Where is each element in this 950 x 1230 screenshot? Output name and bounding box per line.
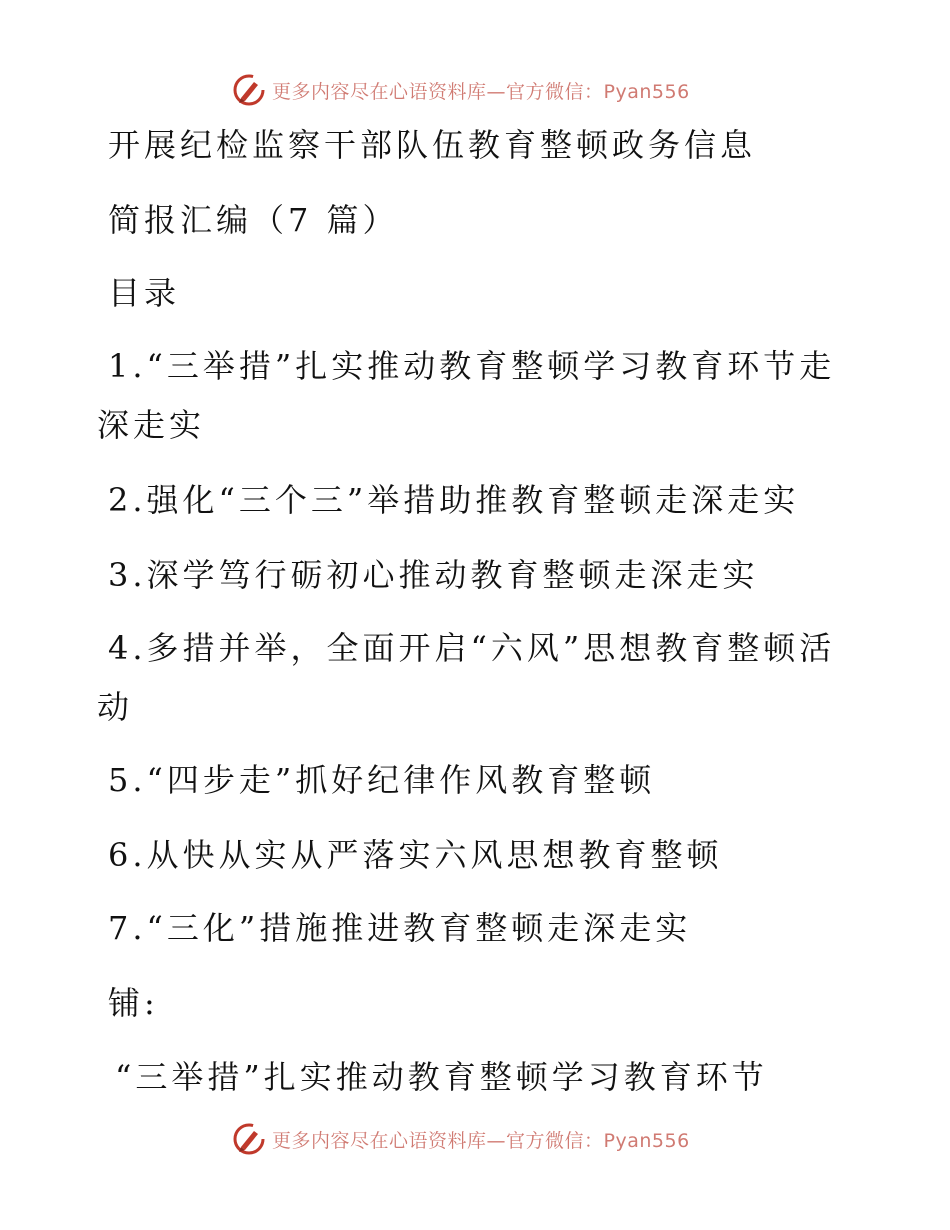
toc-item-6: 6.从快从实从严落实六风思想教育整顿 — [108, 836, 723, 874]
watermark-text: 更多内容尽在心语资料库—官方微信：Pyan556 — [272, 80, 690, 103]
pu-label: 铺: — [108, 984, 159, 1022]
pen-logo-icon — [232, 73, 266, 107]
watermark-header — [232, 72, 690, 108]
section-title: “三举措”扎实推动教育整顿学习教育环节 — [115, 1058, 768, 1096]
watermark-text: 更多内容尽在心语资料库—官方微信：Pyan556 — [272, 1129, 690, 1152]
toc-heading: 目录 — [108, 274, 181, 312]
toc-item-7: 7.“三化”措施推进教育整顿走深走实 — [108, 909, 692, 947]
watermark-footer — [232, 1121, 690, 1157]
toc-item-2: 2.强化“三个三”举措助推教育整顿走深走实 — [108, 481, 800, 519]
document-title-line1: 开展纪检监察干部队伍教育整顿政务信息 — [108, 126, 757, 164]
pen-logo-icon — [232, 1122, 266, 1156]
toc-item-4: 4.多措并举，全面开启“六风”思想教育整顿活 — [108, 629, 836, 667]
toc-item-5: 5.“四步走”抓好纪律作风教育整顿 — [108, 761, 656, 799]
document-title-line2: 简报汇编（7 篇） — [108, 201, 399, 239]
toc-item-3: 3.深学笃行砺初心推动教育整顿走深走实 — [108, 556, 759, 594]
toc-item-4-continued: 动 — [97, 688, 134, 726]
toc-item-1-continued: 深走实 — [97, 406, 206, 444]
toc-item-1: 1.“三举措”扎实推动教育整顿学习教育环节走 — [108, 347, 836, 385]
